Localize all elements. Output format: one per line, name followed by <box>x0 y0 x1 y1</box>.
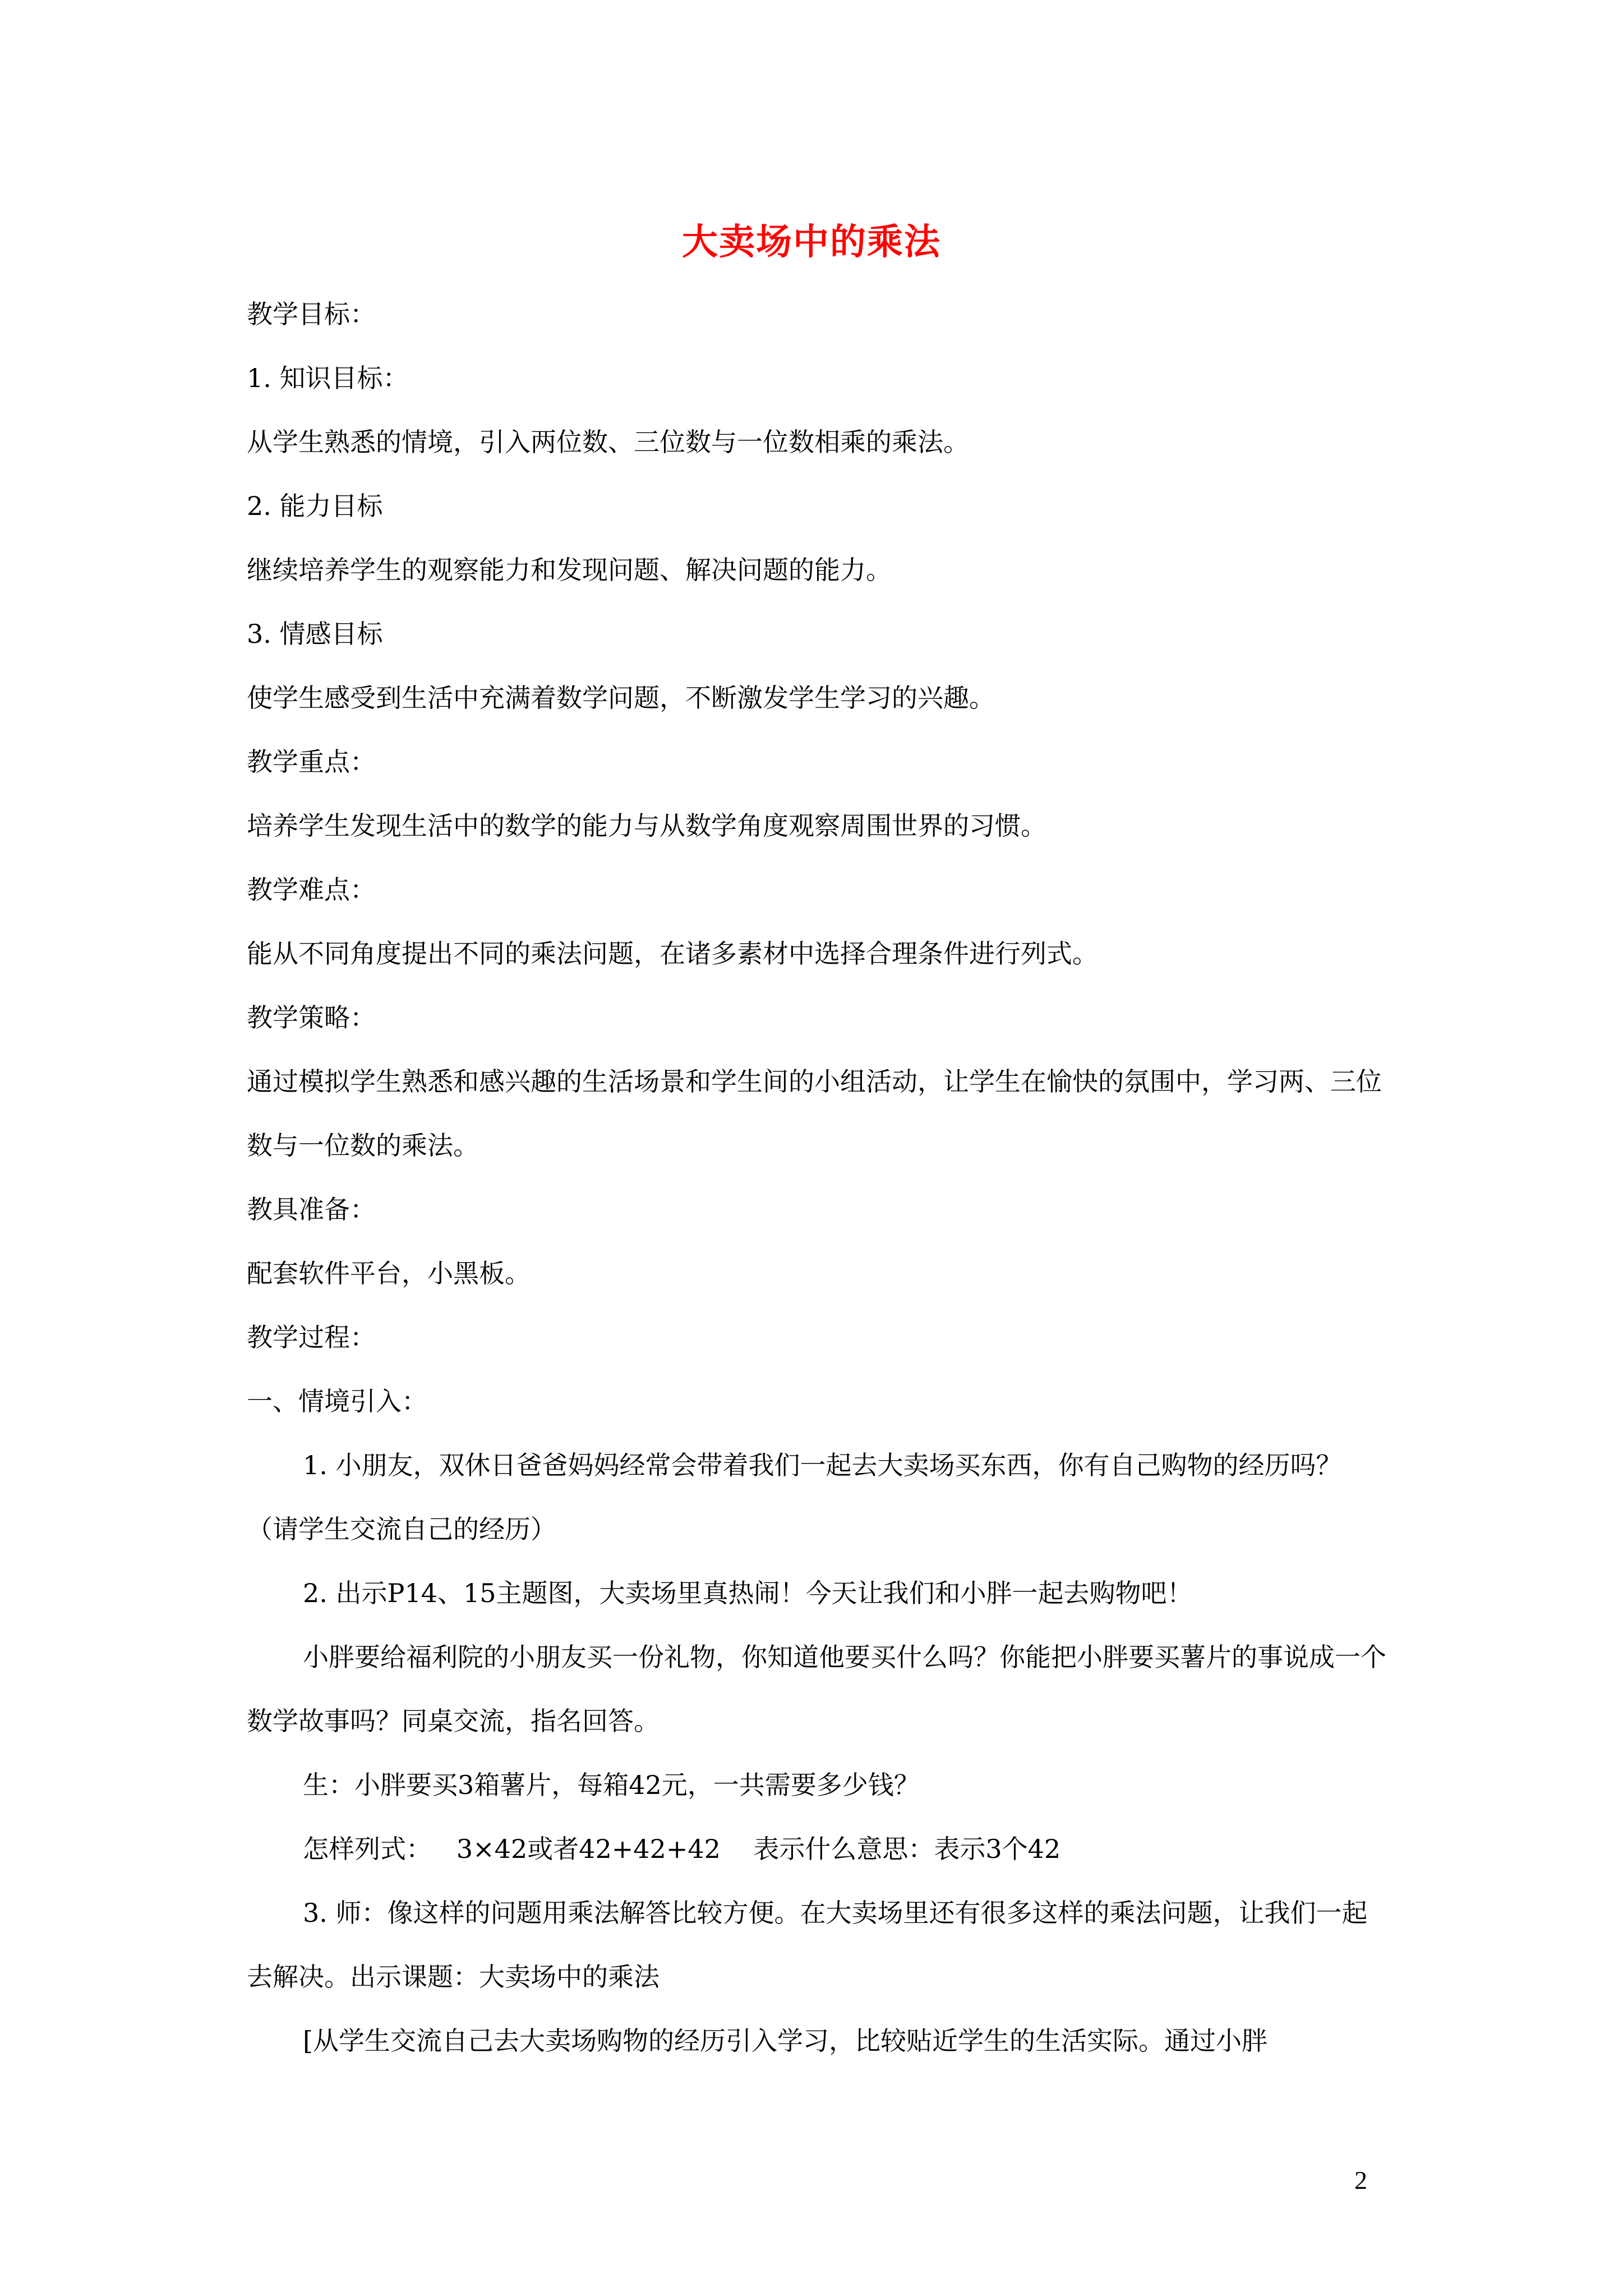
section-heading-key-points: 教学重点： <box>247 747 376 777</box>
section-heading-difficulties: 教学难点： <box>247 875 376 905</box>
section-heading-materials: 教具准备： <box>247 1194 376 1225</box>
objective-emotion-text: 使学生感受到生活中充满着数学问题，不断激发学生学习的兴趣。 <box>247 683 995 713</box>
process-step-3: 3. 师：像这样的问题用乘法解答比较方便。在大卖场里还有很多这样的乘法问题，让我们一起去解决。出示课题：大卖场中的乘法 <box>247 1898 1368 1992</box>
process-step-2-question: 小胖要给福利院的小朋友买一份礼物，你知道他要买什么吗？你能把小胖要买薯片的事说成一个数学故事吗？同桌交流，指名回答。 <box>247 1642 1386 1736</box>
document-body <box>247 297 1391 2088</box>
strategy-text: 通过模拟学生熟悉和感兴趣的生活场景和学生间的小组活动，让学生在愉快的氛围中，学习两、三位数与一位数的乘法。 <box>247 1066 1382 1161</box>
section-heading-objectives: 教学目标： <box>247 299 376 329</box>
key-points-text: 培养学生发现生活中的数学的能力与从数学角度观察周围世界的习惯。 <box>247 811 1046 841</box>
student-answer: 生：小胖要买3箱薯片，每箱42元，一共需要多少钱？ <box>303 1770 920 1800</box>
section-heading-strategy: 教学策略： <box>247 1002 376 1033</box>
objective-knowledge-heading: 1. 知识目标： <box>247 363 409 393</box>
document-title: 大卖场中的乘法 <box>682 221 941 263</box>
equation-line: 怎样列式： 3×42或者42+42+42 表示什么意思：表示3个42 <box>303 1834 1061 1864</box>
page-number: 2 <box>1354 2166 1367 2194</box>
objective-knowledge-text: 从学生熟悉的情境，引入两位数、三位数与一位数相乘的乘法。 <box>247 427 969 457</box>
objective-ability-heading: 2. 能力目标 <box>247 491 383 521</box>
process-part-one-heading: 一、情境引入： <box>247 1386 427 1416</box>
commentary-line: [从学生交流自己去大卖场购物的经历引入学习，比较贴近学生的生活实际。通过小胖 <box>303 2026 1267 2056</box>
materials-text: 配套软件平台，小黑板。 <box>247 1258 531 1289</box>
objective-emotion-heading: 3. 情感目标 <box>247 619 383 649</box>
objective-ability-text: 继续培养学生的观察能力和发现问题、解决问题的能力。 <box>247 555 892 585</box>
process-step-1: 1. 小朋友，双休日爸爸妈妈经常会带着我们一起去大卖场买东西，你有自己购物的经历吗？（请学生交流自己的经历） <box>247 1450 1342 1544</box>
difficulties-text: 能从不同角度提出不同的乘法问题，在诸多素材中选择合理条件进行列式。 <box>247 938 1098 969</box>
section-heading-process: 教学过程： <box>247 1322 376 1352</box>
process-step-2: 2. 出示P14、15主题图，大卖场里真热闹！今天让我们和小胖一起去购物吧！ <box>303 1578 1193 1608</box>
